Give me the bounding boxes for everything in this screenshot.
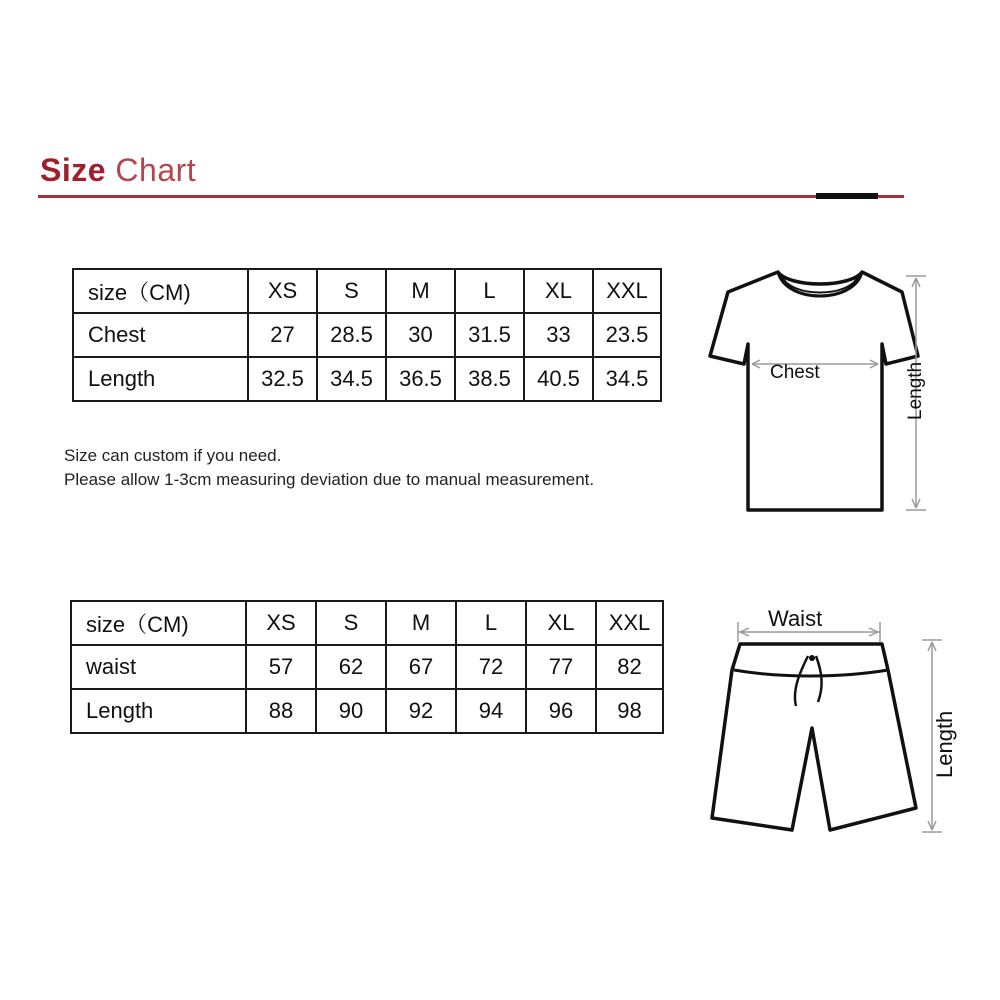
table-header-cell: L [456,601,526,645]
table-header-cell: M [386,269,455,313]
title-chart: Chart [115,152,197,188]
shorts-measurement-diagram [700,598,970,848]
table-cell: 67 [386,645,456,689]
table-header-cell: XS [246,601,316,645]
table-cell: 92 [386,689,456,733]
page-title [40,150,196,190]
waist-dimension-label: Waist [768,606,823,631]
title-size: Size [40,152,107,188]
table-header-cell: size（CM) [73,269,248,313]
table-header-cell: size（CM) [71,601,246,645]
table-header-row [71,601,663,645]
shirt-measurement-diagram [690,260,950,520]
table-cell: 38.5 [455,357,524,401]
table-cell: 90 [316,689,386,733]
note-deviation: Please allow 1-3cm measuring deviation due to manual measurement. [64,470,595,489]
table-cell: 94 [456,689,526,733]
table-cell: 33 [524,313,593,357]
shorts-size-table [70,600,664,734]
table-cell: Chest [73,313,248,357]
table-cell: 23.5 [593,313,661,357]
chest-dimension-label: Chest [770,362,820,383]
table-cell: Length [73,357,248,401]
table-row [71,645,663,689]
table-cell: 88 [246,689,316,733]
table-header-row [73,269,661,313]
table-cell: waist [71,645,246,689]
table-row [71,689,663,733]
table-cell: 34.5 [593,357,661,401]
table-cell: 36.5 [386,357,455,401]
table-cell: 57 [246,645,316,689]
table-header-cell: S [316,601,386,645]
table-cell: Length [71,689,246,733]
table-cell: 31.5 [455,313,524,357]
table-row [73,313,661,357]
table-cell: 77 [526,645,596,689]
size-notes [64,444,594,492]
shirt-size-table [72,268,662,402]
table-header-cell: XXL [593,269,661,313]
table-header-cell: M [386,601,456,645]
shirt-length-dimension-label: Length [905,361,926,420]
shorts-icon [700,598,970,848]
table-cell: 30 [386,313,455,357]
table-header-cell: XS [248,269,317,313]
table-cell: 27 [248,313,317,357]
table-cell: 98 [596,689,663,733]
table-row [73,357,661,401]
table-cell: 96 [526,689,596,733]
table-header-cell: L [455,269,524,313]
table-cell: 28.5 [317,313,386,357]
table-header-cell: XL [526,601,596,645]
title-divider-accent [816,193,878,199]
table-cell: 32.5 [248,357,317,401]
table-cell: 82 [596,645,663,689]
table-cell: 34.5 [317,357,386,401]
table-cell: 40.5 [524,357,593,401]
table-header-cell: XL [524,269,593,313]
table-cell: 62 [316,645,386,689]
note-custom: Size can custom if you need. [64,446,282,465]
title-divider [38,195,904,198]
table-header-cell: XXL [596,601,663,645]
table-cell: 72 [456,645,526,689]
shorts-length-dimension-label: Length [932,710,957,778]
table-header-cell: S [317,269,386,313]
